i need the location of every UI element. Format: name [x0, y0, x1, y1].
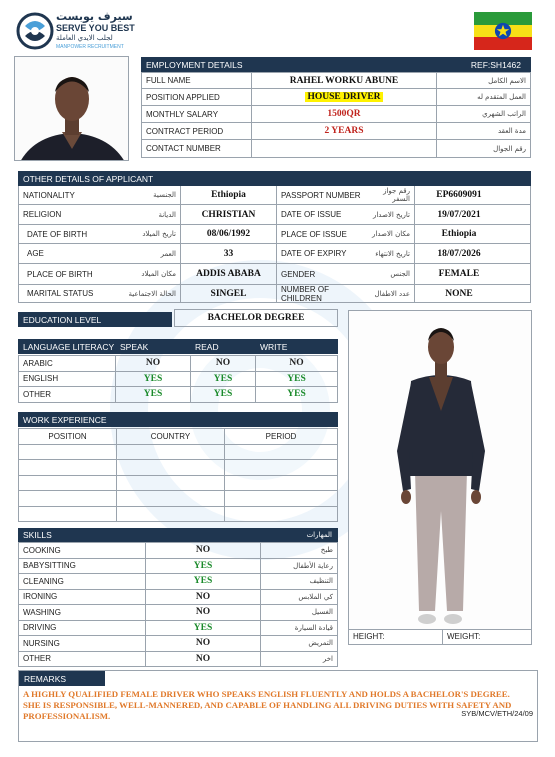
employment-row [141, 123, 531, 140]
skill-name: WASHING [19, 605, 146, 621]
skills-header [18, 528, 338, 542]
left-detail-label: DATE OF BIRTH [27, 229, 88, 239]
skills-table [18, 542, 338, 667]
table-row [19, 620, 338, 636]
employment-value: RAHEL WORKU ABUNE [252, 73, 437, 88]
right-detail-value: NONE [445, 288, 473, 299]
document-code: SYB/MCV/ETH/24/09 [461, 709, 533, 718]
logo-subtitle: MANPOWER RECRUITMENT [56, 44, 124, 50]
education-title: EDUCATION LEVEL [23, 314, 102, 325]
skill-name-ar: الغسيل [261, 605, 338, 621]
skill-value: YES [146, 558, 261, 574]
skill-value: NO [146, 605, 261, 621]
left-detail-value: 08/06/1992 [181, 225, 277, 243]
right-detail-label: DATE OF ISSUE [281, 210, 342, 219]
employment-label-ar: رقم الجوال [493, 144, 526, 153]
skill-name-ar: قيادة السيارة [261, 620, 338, 636]
country-flag [474, 12, 532, 50]
skill-name: BABYSITTING [19, 558, 146, 574]
speak-value: YES [116, 371, 191, 387]
details-row [18, 186, 531, 205]
left-detail-label: AGE [27, 249, 44, 258]
employment-row [141, 106, 531, 123]
skill-name: NURSING [19, 636, 146, 652]
speak-value: NO [116, 356, 191, 372]
work-header-row [19, 429, 338, 445]
details-row [18, 205, 531, 225]
reference-number: REF:SH1462 [470, 59, 521, 70]
skill-name: OTHER [19, 651, 146, 667]
education-value: BACHELOR DEGREE [174, 309, 338, 327]
left-detail-label-ar: العمر [107, 244, 181, 263]
left-detail-label-ar: الحالة الاجتماعية [107, 285, 181, 302]
height-field: HEIGHT: [349, 630, 443, 644]
skill-name-ar: التنظيف [261, 574, 338, 590]
skill-name: CLEANING [19, 574, 146, 590]
table-row [19, 475, 338, 491]
table-row [19, 605, 338, 621]
skill-name: IRONING [19, 589, 146, 605]
skill-value: NO [146, 636, 261, 652]
write-value: YES [256, 387, 338, 403]
right-detail-label: PLACE OF ISSUE [281, 229, 347, 239]
left-detail-label-ar: الجنسية [107, 186, 181, 204]
other-details-header [18, 171, 531, 186]
right-detail-label-ar: رقم جواز السفر [365, 186, 415, 204]
work-col-period: PERIOD [225, 429, 338, 445]
employment-label-ar: الراتب الشهري [482, 110, 526, 118]
flag-emblem-icon [494, 22, 512, 40]
write-value: NO [256, 356, 338, 372]
logo-english: SERVE YOU BEST [56, 23, 135, 33]
table-row [19, 356, 338, 372]
work-table [18, 428, 338, 522]
portrait-photo [14, 56, 129, 161]
write-value: YES [256, 371, 338, 387]
weight-field: WEIGHT: [447, 632, 481, 641]
read-value: YES [191, 371, 256, 387]
employment-value [252, 140, 437, 157]
table-row [19, 444, 338, 460]
skill-value: NO [146, 543, 261, 559]
employment-row [141, 89, 531, 106]
employment-value: 1500QR [252, 106, 437, 122]
right-detail-label-ar: عدد الاطفال [365, 285, 415, 302]
skill-name-ar: رعاية الأطفال [261, 558, 338, 574]
remarks-header [19, 671, 105, 686]
left-detail-label: MARITAL STATUS [27, 289, 94, 298]
work-col-position: POSITION [19, 429, 117, 445]
measurements-row [348, 630, 532, 645]
language-table [18, 355, 338, 403]
logo-emblem-icon [16, 12, 54, 50]
skill-value: NO [146, 651, 261, 667]
skill-name: DRIVING [19, 620, 146, 636]
employment-row [141, 72, 531, 89]
left-detail-label: PLACE OF BIRTH [27, 269, 93, 279]
table-row [19, 589, 338, 605]
details-row [18, 264, 531, 285]
left-detail-label: NATIONALITY [23, 190, 75, 200]
left-detail-value: ADDIS ABABA [181, 264, 277, 284]
employment-label: FULL NAME [142, 73, 252, 88]
left-detail-label: RELIGION [23, 210, 62, 219]
employment-label-ar: العمل المتقدم له [477, 93, 526, 101]
other-details-title: OTHER DETAILS OF APPLICANT [23, 173, 154, 184]
left-detail-value: Ethiopia [181, 186, 277, 204]
language-name: OTHER [19, 387, 116, 403]
skill-name: COOKING [19, 543, 146, 559]
work-title: WORK EXPERIENCE [23, 414, 107, 425]
employment-label: CONTACT NUMBER [142, 140, 252, 157]
remarks-section [18, 670, 538, 742]
employment-title: EMPLOYMENT DETAILS [146, 59, 243, 70]
language-header [18, 339, 338, 354]
table-row [19, 371, 338, 387]
right-detail-label: GENDER [281, 269, 316, 279]
table-row [19, 491, 338, 507]
position-highlight: HOUSE DRIVER [307, 92, 381, 102]
details-row [18, 285, 531, 303]
skills-title-ar: المهارات [306, 531, 332, 539]
skill-value: YES [146, 574, 261, 590]
language-col-read: READ [195, 341, 219, 352]
skills-title: SKILLS [23, 530, 52, 540]
employment-label: CONTRACT PERIOD [142, 123, 252, 139]
education-header [18, 312, 172, 327]
language-col-speak: SPEAK [120, 341, 149, 352]
right-detail-label-ar: الجنس [365, 264, 415, 284]
table-row [19, 574, 338, 590]
table-row [19, 460, 338, 476]
right-detail-value: Ethiopia [441, 229, 477, 239]
employment-label-ar: الاسم الكامل [488, 76, 526, 85]
work-header [18, 412, 338, 427]
right-detail-value: EP6609091 [436, 190, 482, 200]
remarks-text: A HIGHLY QUALIFIED FEMALE DRIVER WHO SPEAKS ENGLISH FLUENTLY AND HOLDS A BACHELOR'S DEGREE. SHE IS RESPONSIBLE, WELL-MANNERED, AND CAPABLE OF HANDLING ALL DRIVING DUTIES WITH SAFETY AND PROFESSIONALISM. [23, 689, 512, 721]
table-row [19, 387, 338, 403]
read-value: YES [191, 387, 256, 403]
company-logo [16, 10, 156, 52]
right-detail-label: NUMBER OF CHILDREN [281, 284, 329, 303]
skill-name-ar: التمريض [261, 636, 338, 652]
language-name: ENGLISH [19, 371, 116, 387]
employment-label: MONTHLY SALARY [142, 106, 252, 122]
skill-name-ar: طبخ [261, 543, 338, 559]
language-col-write: WRITE [260, 341, 288, 352]
employment-value: 2 YEARS [252, 123, 437, 139]
table-row [19, 636, 338, 652]
left-detail-label-ar: مكان الميلاد [107, 264, 181, 284]
right-detail-label-ar: مكان الاصدار [365, 225, 415, 243]
employment-header [141, 57, 531, 72]
read-value: NO [191, 356, 256, 372]
left-detail-label-ar: تاريخ الميلاد [107, 225, 181, 243]
logo-arabic-sub: لجلب الايدي العاملة [56, 34, 113, 42]
left-detail-value: 33 [181, 244, 277, 263]
employment-value [252, 89, 437, 105]
left-detail-value: SINGEL [181, 285, 277, 302]
right-detail-value: 18/07/2026 [437, 248, 481, 259]
table-row [19, 558, 338, 574]
language-name: ARABIC [19, 356, 116, 372]
remarks-title: REMARKS [24, 673, 67, 684]
skill-name-ar: اخر [261, 651, 338, 667]
right-detail-label-ar: تاريخ الانتهاء [365, 244, 415, 263]
table-row [19, 506, 338, 522]
work-col-country: COUNTRY [117, 429, 225, 445]
table-row [19, 543, 338, 559]
right-detail-label-ar: تاريخ الاصدار [365, 205, 415, 224]
skill-name-ar: كي الملابس [261, 589, 338, 605]
language-col-label: LANGUAGE LITERACY [23, 341, 115, 352]
left-detail-value: CHRISTIAN [181, 205, 277, 224]
right-detail-value: 19/07/2021 [437, 209, 481, 220]
details-row [18, 244, 531, 264]
full-body-photo [348, 310, 532, 630]
skill-value: NO [146, 589, 261, 605]
right-detail-label: PASSPORT NUMBER [281, 190, 361, 200]
right-detail-label: DATE OF EXPIRY [281, 249, 347, 258]
skill-value: YES [146, 620, 261, 636]
right-detail-value: FEMALE [438, 269, 480, 279]
table-row [19, 651, 338, 667]
details-row [18, 225, 531, 244]
employment-row [141, 140, 531, 158]
employment-label: POSITION APPLIED [142, 89, 252, 105]
logo-arabic: سيرف يوبست [56, 10, 133, 23]
left-detail-label-ar: الديانة [107, 205, 181, 224]
speak-value: YES [116, 387, 191, 403]
employment-label-ar: مدة العقد [498, 127, 526, 135]
